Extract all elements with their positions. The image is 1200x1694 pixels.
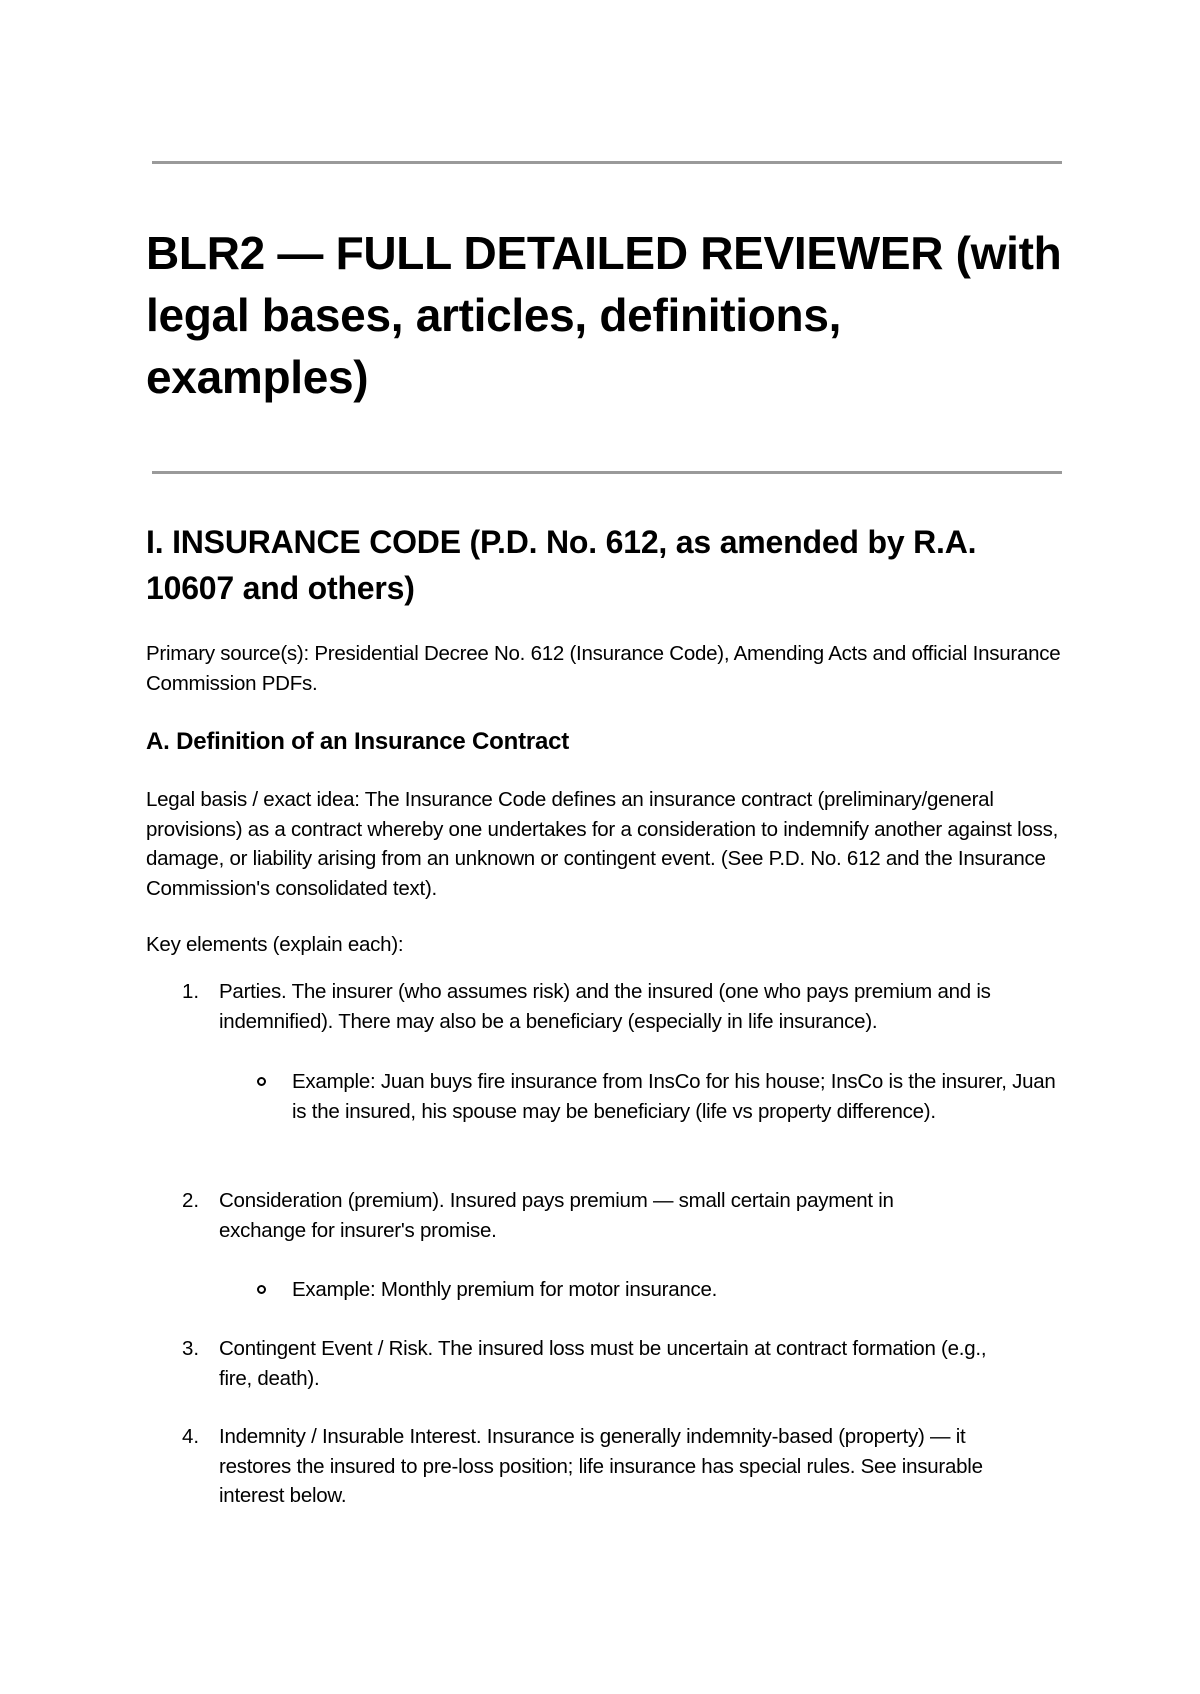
list-item-text: Contingent Event / Risk. The insured loss must be uncertain at contract formation (e.g., fire, death). xyxy=(219,1337,987,1390)
section-heading: I. INSURANCE CODE (P.D. No. 612, as amended by R.A. 10607 and others) xyxy=(146,524,977,606)
legal-basis-paragraph: Legal basis / exact idea: The Insurance Code defines an insurance contract (preliminary/general provisions) as a contract whereby one undertakes for a consideration to indemnify another against loss, damage, or liability arising from an unknown or contingent event. (See P.D. No. 612 and the Insurance Commission's consolidated text). xyxy=(146,788,1059,900)
hollow-circle-bullet-icon xyxy=(257,1285,266,1294)
list-item-number: 3. xyxy=(182,1337,200,1360)
subsection-heading: A. Definition of an Insurance Contract xyxy=(146,728,570,755)
key-elements-intro: Key elements (explain each): xyxy=(146,933,404,956)
example-text: Example: Juan buys fire insurance from InsCo for his house; InsCo is the insurer, Juan is the insured, his spouse may be beneficiary (life vs property difference). xyxy=(292,1070,1056,1123)
list-item-number: 4. xyxy=(182,1425,200,1448)
example-text: Example: Monthly premium for motor insurance. xyxy=(292,1278,718,1301)
document-title: BLR2 — FULL DETAILED REVIEWER (with legal bases, articles, definitions, examples) xyxy=(146,227,1062,403)
list-item-number: 1. xyxy=(182,980,200,1003)
primary-sources-paragraph: Primary source(s): Presidential Decree No. 612 (Insurance Code), Amending Acts and official Insurance Commission PDFs. xyxy=(146,642,1061,695)
list-item-number: 2. xyxy=(182,1189,200,1212)
list-item-text: Parties. The insurer (who assumes risk) and the insured (one who pays premium and is indemnified). There may also be a beneficiary (especially in life insurance). xyxy=(219,980,991,1033)
list-item-text: Indemnity / Insurable Interest. Insurance is generally indemnity-based (property) — it restores the insured to pre-loss position; life insurance has special rules. See insurable interest below. xyxy=(219,1425,983,1507)
list-item-text: Consideration (premium). Insured pays premium — small certain payment in exchange for insurer's promise. xyxy=(219,1189,894,1242)
horizontal-rule-top xyxy=(152,161,1062,164)
horizontal-rule-divider xyxy=(152,471,1062,474)
hollow-circle-bullet-icon xyxy=(257,1077,266,1086)
